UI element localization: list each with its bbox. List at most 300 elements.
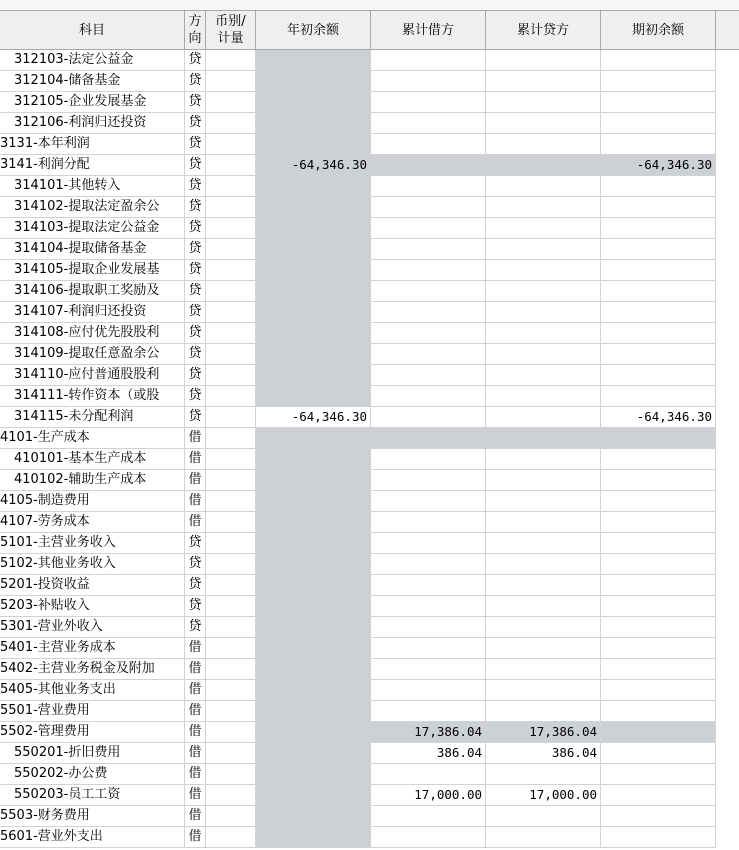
subject-cell[interactable]: 314101-其他转入	[0, 176, 185, 197]
credit-cell[interactable]: 17,000.00	[486, 785, 601, 806]
row-filler	[716, 575, 739, 596]
year-open-cell[interactable]	[256, 680, 371, 701]
table-row[interactable]	[0, 554, 739, 575]
debit-cell[interactable]	[371, 680, 486, 701]
row-filler	[716, 533, 739, 554]
table-row[interactable]	[0, 701, 739, 722]
debit-cell[interactable]	[371, 197, 486, 218]
debit-cell[interactable]: 17,000.00	[371, 785, 486, 806]
currency-cell[interactable]	[206, 218, 256, 239]
year-open-cell[interactable]	[256, 512, 371, 533]
period-open-cell[interactable]	[601, 533, 716, 554]
year-open-cell[interactable]	[256, 302, 371, 323]
year-open-cell[interactable]	[256, 218, 371, 239]
row-filler	[716, 71, 739, 92]
credit-cell[interactable]: 17,386.04	[486, 722, 601, 743]
currency-cell[interactable]	[206, 491, 256, 512]
period-open-cell[interactable]	[601, 617, 716, 638]
period-open-cell[interactable]	[601, 491, 716, 512]
debit-cell[interactable]	[371, 701, 486, 722]
credit-cell[interactable]	[486, 197, 601, 218]
table-row[interactable]	[0, 470, 739, 491]
period-open-cell[interactable]	[601, 197, 716, 218]
currency-cell[interactable]	[206, 827, 256, 848]
subject-cell[interactable]: 314111-转作资本（或股	[0, 386, 185, 407]
credit-cell[interactable]	[486, 386, 601, 407]
table-row[interactable]	[0, 344, 739, 365]
credit-cell[interactable]	[486, 659, 601, 680]
subject-cell[interactable]: 314110-应付普通股股利	[0, 365, 185, 386]
credit-cell[interactable]	[486, 302, 601, 323]
table-row[interactable]	[0, 176, 739, 197]
row-filler	[716, 491, 739, 512]
subject-cell[interactable]: 5401-主营业务成本	[0, 638, 185, 659]
column-header-currency-line: 币别/	[215, 14, 246, 29]
currency-cell[interactable]	[206, 302, 256, 323]
credit-cell[interactable]	[486, 449, 601, 470]
row-filler	[716, 113, 739, 134]
table-row[interactable]	[0, 617, 739, 638]
subject-cell[interactable]: 5405-其他业务支出	[0, 680, 185, 701]
currency-cell[interactable]	[206, 533, 256, 554]
credit-cell[interactable]	[486, 239, 601, 260]
currency-cell[interactable]	[206, 722, 256, 743]
credit-cell[interactable]	[486, 155, 601, 176]
debit-cell[interactable]: 17,386.04	[371, 722, 486, 743]
credit-cell[interactable]	[486, 575, 601, 596]
subject-cell[interactable]: 3131-本年利润	[0, 134, 185, 155]
subject-cell[interactable]: 5601-营业外支出	[0, 827, 185, 848]
row-filler	[716, 743, 739, 764]
table-row[interactable]	[0, 134, 739, 155]
row-filler	[716, 344, 739, 365]
table-row[interactable]	[0, 239, 739, 260]
currency-cell[interactable]	[206, 659, 256, 680]
year-open-cell[interactable]	[256, 113, 371, 134]
debit-cell[interactable]	[371, 50, 486, 71]
credit-cell[interactable]	[486, 323, 601, 344]
subject-cell[interactable]: 314109-提取任意盈余公	[0, 344, 185, 365]
year-open-cell[interactable]	[256, 92, 371, 113]
debit-cell[interactable]	[371, 239, 486, 260]
period-open-cell[interactable]	[601, 428, 716, 449]
subject-cell[interactable]: 5503-财务费用	[0, 806, 185, 827]
period-open-cell[interactable]	[601, 386, 716, 407]
credit-cell[interactable]	[486, 701, 601, 722]
debit-cell[interactable]	[371, 596, 486, 617]
currency-cell[interactable]	[206, 281, 256, 302]
year-open-cell[interactable]	[256, 785, 371, 806]
period-open-cell[interactable]	[601, 827, 716, 848]
currency-cell[interactable]	[206, 71, 256, 92]
debit-cell[interactable]	[371, 344, 486, 365]
year-open-cell[interactable]	[256, 470, 371, 491]
row-filler	[716, 722, 739, 743]
credit-cell[interactable]	[486, 554, 601, 575]
period-open-cell[interactable]	[601, 638, 716, 659]
subject-cell[interactable]: 314106-提取职工奖励及	[0, 281, 185, 302]
currency-cell[interactable]	[206, 365, 256, 386]
table-row[interactable]	[0, 491, 739, 512]
table-row[interactable]	[0, 323, 739, 344]
row-filler	[716, 428, 739, 449]
period-open-cell[interactable]	[601, 365, 716, 386]
grid-header	[0, 10, 739, 50]
year-open-cell[interactable]	[256, 323, 371, 344]
debit-cell[interactable]	[371, 512, 486, 533]
currency-cell[interactable]	[206, 92, 256, 113]
period-open-cell[interactable]	[601, 680, 716, 701]
table-row[interactable]	[0, 71, 739, 92]
column-header-year-open	[256, 11, 371, 50]
period-open-cell[interactable]	[601, 659, 716, 680]
table-row[interactable]	[0, 575, 739, 596]
subject-cell[interactable]: 5203-补贴收入	[0, 596, 185, 617]
period-open-cell[interactable]	[601, 470, 716, 491]
table-row[interactable]	[0, 785, 739, 806]
debit-cell[interactable]	[371, 407, 486, 428]
year-open-cell[interactable]	[256, 659, 371, 680]
currency-cell[interactable]	[206, 596, 256, 617]
debit-cell[interactable]	[371, 176, 486, 197]
row-filler	[716, 197, 739, 218]
period-open-cell[interactable]	[601, 134, 716, 155]
currency-cell[interactable]	[206, 617, 256, 638]
subject-cell[interactable]: 314115-未分配利润	[0, 407, 185, 428]
table-row[interactable]	[0, 50, 739, 71]
debit-cell[interactable]	[371, 218, 486, 239]
period-open-cell[interactable]	[601, 596, 716, 617]
direction-cell: 贷	[185, 554, 206, 575]
subject-cell[interactable]: 5502-管理费用	[0, 722, 185, 743]
period-open-cell[interactable]	[601, 302, 716, 323]
direction-cell: 贷	[185, 134, 206, 155]
credit-cell[interactable]	[486, 764, 601, 785]
credit-cell[interactable]	[486, 218, 601, 239]
currency-cell[interactable]	[206, 701, 256, 722]
year-open-cell[interactable]	[256, 827, 371, 848]
table-row[interactable]	[0, 365, 739, 386]
currency-cell[interactable]	[206, 638, 256, 659]
credit-cell[interactable]	[486, 113, 601, 134]
direction-cell: 借	[185, 512, 206, 533]
credit-cell[interactable]: 386.04	[486, 743, 601, 764]
table-row[interactable]	[0, 218, 739, 239]
subject-cell[interactable]: 4105-制造费用	[0, 491, 185, 512]
year-open-cell[interactable]	[256, 617, 371, 638]
period-open-cell[interactable]	[601, 512, 716, 533]
period-open-cell[interactable]	[601, 701, 716, 722]
credit-cell[interactable]	[486, 512, 601, 533]
debit-cell[interactable]	[371, 281, 486, 302]
row-filler	[716, 470, 739, 491]
currency-cell[interactable]	[206, 386, 256, 407]
debit-cell[interactable]	[371, 554, 486, 575]
period-open-cell[interactable]	[601, 743, 716, 764]
row-filler	[716, 617, 739, 638]
credit-cell[interactable]	[486, 491, 601, 512]
currency-cell[interactable]	[206, 554, 256, 575]
year-open-cell[interactable]	[256, 134, 371, 155]
credit-cell[interactable]	[486, 533, 601, 554]
subject-cell[interactable]: 3141-利润分配	[0, 155, 185, 176]
table-row[interactable]	[0, 281, 739, 302]
currency-cell[interactable]	[206, 407, 256, 428]
period-open-cell[interactable]	[601, 344, 716, 365]
year-open-cell[interactable]: -64,346.30	[256, 407, 371, 428]
year-open-cell[interactable]	[256, 575, 371, 596]
year-open-cell[interactable]	[256, 281, 371, 302]
credit-cell[interactable]	[486, 134, 601, 155]
subject-cell[interactable]: 550202-办公费	[0, 764, 185, 785]
table-row[interactable]	[0, 407, 739, 428]
table-row[interactable]	[0, 743, 739, 764]
year-open-cell[interactable]	[256, 386, 371, 407]
currency-cell[interactable]	[206, 155, 256, 176]
credit-cell[interactable]	[486, 638, 601, 659]
column-header-credit-label: 累计贷方	[516, 22, 569, 38]
debit-cell[interactable]	[371, 302, 486, 323]
subject-cell[interactable]: 314104-提取储备基金	[0, 239, 185, 260]
currency-cell[interactable]	[206, 50, 256, 71]
debit-cell[interactable]	[371, 260, 486, 281]
period-open-cell[interactable]	[601, 92, 716, 113]
direction-cell: 借	[185, 470, 206, 491]
direction-cell: 借	[185, 428, 206, 449]
period-open-cell[interactable]: -64,346.30	[601, 155, 716, 176]
year-open-cell[interactable]	[256, 176, 371, 197]
year-open-cell[interactable]	[256, 50, 371, 71]
debit-cell[interactable]	[371, 365, 486, 386]
year-open-cell[interactable]	[256, 239, 371, 260]
credit-cell[interactable]	[486, 92, 601, 113]
credit-cell[interactable]	[486, 827, 601, 848]
table-row[interactable]	[0, 512, 739, 533]
column-header-subject-label: 科目	[78, 22, 105, 38]
debit-cell[interactable]	[371, 113, 486, 134]
period-open-cell[interactable]	[601, 323, 716, 344]
debit-cell[interactable]	[371, 323, 486, 344]
year-open-cell[interactable]	[256, 344, 371, 365]
period-open-cell[interactable]	[601, 239, 716, 260]
debit-cell[interactable]: 386.04	[371, 743, 486, 764]
year-open-cell[interactable]	[256, 197, 371, 218]
row-filler	[716, 239, 739, 260]
year-open-cell[interactable]	[256, 449, 371, 470]
debit-cell[interactable]	[371, 659, 486, 680]
debit-cell[interactable]	[371, 764, 486, 785]
debit-cell[interactable]	[371, 71, 486, 92]
year-open-cell[interactable]: -64,346.30	[256, 155, 371, 176]
period-open-cell[interactable]	[601, 575, 716, 596]
period-open-cell[interactable]	[601, 785, 716, 806]
debit-cell[interactable]	[371, 827, 486, 848]
subject-cell[interactable]: 5301-营业外收入	[0, 617, 185, 638]
currency-cell[interactable]	[206, 197, 256, 218]
year-open-cell[interactable]	[256, 743, 371, 764]
table-row[interactable]	[0, 596, 739, 617]
subject-cell[interactable]: 314102-提取法定盈余公	[0, 197, 185, 218]
period-open-cell[interactable]	[601, 449, 716, 470]
debit-cell[interactable]	[371, 449, 486, 470]
debit-cell[interactable]	[371, 134, 486, 155]
year-open-cell[interactable]	[256, 806, 371, 827]
credit-cell[interactable]	[486, 71, 601, 92]
year-open-cell[interactable]	[256, 365, 371, 386]
currency-cell[interactable]	[206, 575, 256, 596]
table-row[interactable]	[0, 92, 739, 113]
column-header-subject	[0, 11, 185, 50]
direction-cell: 借	[185, 743, 206, 764]
credit-cell[interactable]	[486, 596, 601, 617]
currency-cell[interactable]	[206, 176, 256, 197]
period-open-cell[interactable]	[601, 554, 716, 575]
table-row[interactable]	[0, 197, 739, 218]
debit-cell[interactable]	[371, 470, 486, 491]
period-open-cell[interactable]	[601, 50, 716, 71]
period-open-cell[interactable]: -64,346.30	[601, 407, 716, 428]
period-open-cell[interactable]	[601, 281, 716, 302]
credit-cell[interactable]	[486, 428, 601, 449]
subject-cell[interactable]: 5402-主营业务税金及附加	[0, 659, 185, 680]
credit-cell[interactable]	[486, 176, 601, 197]
subject-cell[interactable]: 410101-基本生产成本	[0, 449, 185, 470]
period-open-cell[interactable]	[601, 218, 716, 239]
credit-cell[interactable]	[486, 470, 601, 491]
subject-cell[interactable]: 312105-企业发展基金	[0, 92, 185, 113]
year-open-cell[interactable]	[256, 764, 371, 785]
table-row[interactable]	[0, 449, 739, 470]
currency-cell[interactable]	[206, 806, 256, 827]
year-open-cell[interactable]	[256, 533, 371, 554]
debit-cell[interactable]	[371, 428, 486, 449]
year-open-cell[interactable]	[256, 722, 371, 743]
table-row[interactable]	[0, 638, 739, 659]
direction-cell: 贷	[185, 71, 206, 92]
subject-cell[interactable]: 312104-储备基金	[0, 71, 185, 92]
currency-cell[interactable]	[206, 449, 256, 470]
credit-cell[interactable]	[486, 365, 601, 386]
subject-cell[interactable]: 5102-其他业务收入	[0, 554, 185, 575]
debit-cell[interactable]	[371, 533, 486, 554]
subject-cell[interactable]: 4101-生产成本	[0, 428, 185, 449]
table-row[interactable]	[0, 722, 739, 743]
credit-cell[interactable]	[486, 281, 601, 302]
credit-cell[interactable]	[486, 50, 601, 71]
debit-cell[interactable]	[371, 617, 486, 638]
subject-cell[interactable]: 312106-利润归还投资	[0, 113, 185, 134]
credit-cell[interactable]	[486, 344, 601, 365]
year-open-cell[interactable]	[256, 554, 371, 575]
debit-cell[interactable]	[371, 386, 486, 407]
subject-cell[interactable]: 5501-营业费用	[0, 701, 185, 722]
credit-cell[interactable]	[486, 260, 601, 281]
subject-cell[interactable]: 314103-提取法定公益金	[0, 218, 185, 239]
table-row[interactable]	[0, 806, 739, 827]
direction-cell: 借	[185, 491, 206, 512]
direction-cell: 贷	[185, 176, 206, 197]
period-open-cell[interactable]	[601, 806, 716, 827]
credit-cell[interactable]	[486, 680, 601, 701]
debit-cell[interactable]	[371, 92, 486, 113]
debit-cell[interactable]	[371, 155, 486, 176]
period-open-cell[interactable]	[601, 113, 716, 134]
currency-cell[interactable]	[206, 680, 256, 701]
table-row[interactable]	[0, 113, 739, 134]
period-open-cell[interactable]	[601, 176, 716, 197]
table-row[interactable]	[0, 764, 739, 785]
credit-cell[interactable]	[486, 806, 601, 827]
debit-cell[interactable]	[371, 575, 486, 596]
currency-cell[interactable]	[206, 743, 256, 764]
year-open-cell[interactable]	[256, 638, 371, 659]
currency-cell[interactable]	[206, 785, 256, 806]
table-row[interactable]	[0, 827, 739, 848]
year-open-cell[interactable]	[256, 260, 371, 281]
subject-cell[interactable]: 314105-提取企业发展基	[0, 260, 185, 281]
table-row[interactable]	[0, 533, 739, 554]
currency-cell[interactable]	[206, 344, 256, 365]
currency-cell[interactable]	[206, 260, 256, 281]
debit-cell[interactable]	[371, 491, 486, 512]
subject-cell[interactable]: 5101-主营业务收入	[0, 533, 185, 554]
period-open-cell[interactable]	[601, 722, 716, 743]
currency-cell[interactable]	[206, 428, 256, 449]
table-row[interactable]	[0, 155, 739, 176]
year-open-cell[interactable]	[256, 71, 371, 92]
subject-cell[interactable]: 5201-投资收益	[0, 575, 185, 596]
subject-cell[interactable]: 312103-法定公益金	[0, 50, 185, 71]
table-row[interactable]	[0, 386, 739, 407]
currency-cell[interactable]	[206, 134, 256, 155]
table-row[interactable]	[0, 260, 739, 281]
table-row[interactable]	[0, 680, 739, 701]
currency-cell[interactable]	[206, 512, 256, 533]
period-open-cell[interactable]	[601, 764, 716, 785]
subject-cell[interactable]: 314107-利润归还投资	[0, 302, 185, 323]
currency-cell[interactable]	[206, 470, 256, 491]
row-filler	[716, 260, 739, 281]
table-row[interactable]	[0, 659, 739, 680]
currency-cell[interactable]	[206, 239, 256, 260]
table-row[interactable]	[0, 428, 739, 449]
direction-cell: 借	[185, 638, 206, 659]
subject-cell[interactable]: 410102-辅助生产成本	[0, 470, 185, 491]
table-row[interactable]	[0, 302, 739, 323]
direction-cell: 贷	[185, 323, 206, 344]
credit-cell[interactable]	[486, 407, 601, 428]
subject-cell[interactable]: 314108-应付优先股股利	[0, 323, 185, 344]
subject-cell[interactable]: 550201-折旧费用	[0, 743, 185, 764]
currency-cell[interactable]	[206, 113, 256, 134]
debit-cell[interactable]	[371, 638, 486, 659]
credit-cell[interactable]	[486, 617, 601, 638]
currency-cell[interactable]	[206, 764, 256, 785]
subject-cell[interactable]: 4107-劳务成本	[0, 512, 185, 533]
debit-cell[interactable]	[371, 806, 486, 827]
year-open-cell[interactable]	[256, 491, 371, 512]
direction-cell: 贷	[185, 407, 206, 428]
year-open-cell[interactable]	[256, 701, 371, 722]
year-open-cell[interactable]	[256, 428, 371, 449]
currency-cell[interactable]	[206, 323, 256, 344]
period-open-cell[interactable]	[601, 71, 716, 92]
row-filler	[716, 365, 739, 386]
year-open-cell[interactable]	[256, 596, 371, 617]
subject-cell[interactable]: 550203-员工工资	[0, 785, 185, 806]
period-open-cell[interactable]	[601, 260, 716, 281]
row-filler	[716, 218, 739, 239]
